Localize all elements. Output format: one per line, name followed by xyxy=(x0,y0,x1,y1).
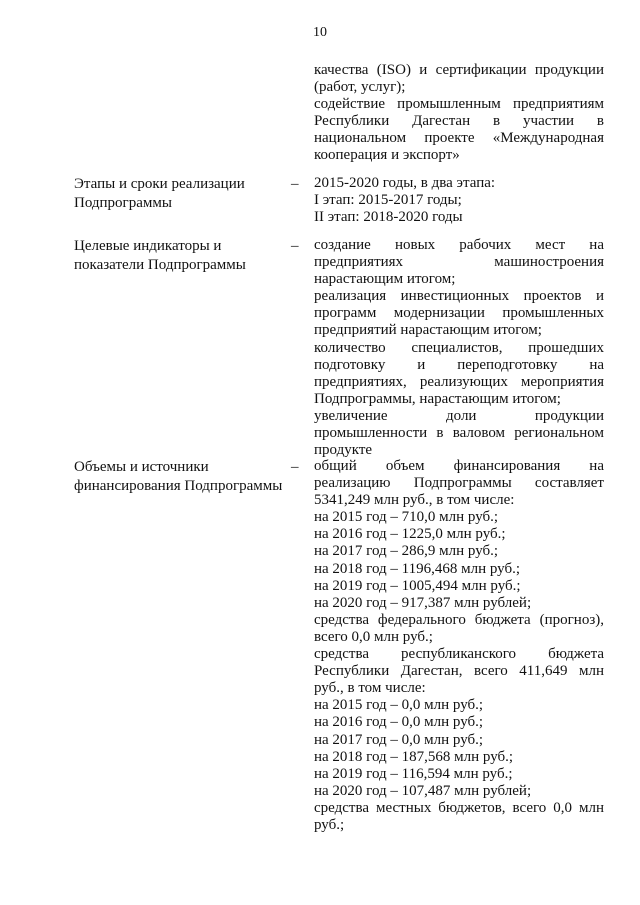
content-line: на 2016 год – 1225,0 млн руб.; xyxy=(314,526,506,543)
content-line: 2015-2020 годы, в два этапа: xyxy=(314,175,496,191)
content-line: на 2018 год – 187,568 млн руб.; xyxy=(314,748,514,765)
content-line: на 2016 год – 0,0 млн руб.; xyxy=(314,714,484,731)
content-line: на 2020 год – 917,387 млн рублей; xyxy=(314,594,532,611)
content-line: II этап: 2018-2020 годы xyxy=(314,209,463,226)
content-line: средства республиканского бюджета Республики Дагестан, всего 411,649 млн руб., в том числе: xyxy=(314,646,604,697)
content-line: средства местных бюджетов, всего 0,0 млн руб.; xyxy=(314,799,604,833)
content-line: на 2015 год – 710,0 млн руб.; xyxy=(314,509,499,526)
content-line: создание новых рабочих мест на предприятиях машиностроения нарастающим итогом; xyxy=(314,237,604,288)
content-line: на 2019 год – 116,594 млн руб.; xyxy=(314,765,513,782)
section-label: Этапы и сроки реализации Подпрограммы xyxy=(74,176,245,211)
section-content xyxy=(314,62,604,165)
content-line: на 2017 год – 286,9 млн руб.; xyxy=(314,543,499,560)
content-line: количество специалистов, прошедших подготовку и переподготовку на предприятиях, реализующих мероприятия Подпрограммы, нарастающим итогом; xyxy=(314,339,604,407)
content-line: на 2020 год – 107,487 млн рублей; xyxy=(314,782,532,799)
page-number: 10 xyxy=(313,25,327,40)
section-label: Объемы и источники финансирования Подпрограммы xyxy=(74,459,283,494)
content-line: качества (ISO) и сертификации продукции (работ, услуг); xyxy=(314,62,604,96)
section-label: Целевые индикаторы и показатели Подпрограммы xyxy=(74,238,246,273)
content-line: I этап: 2015-2017 годы; xyxy=(314,192,462,209)
content-line: на 2018 год – 1196,468 млн руб.; xyxy=(314,560,521,577)
content-line: на 2015 год – 0,0 млн руб.; xyxy=(314,697,484,714)
section-content xyxy=(314,458,604,834)
section-dash: – xyxy=(291,459,299,475)
content-line: реализация инвестиционных проектов и программ модернизации промышленных предприятий нарастающим итогом; xyxy=(314,288,604,339)
section-content xyxy=(314,175,604,226)
content-line: средства федерального бюджета (прогноз), всего 0,0 млн руб.; xyxy=(314,611,604,645)
content-line: на 2017 год – 0,0 млн руб.; xyxy=(314,731,484,748)
content-line: общий объем финансирования на реализацию Подпрограммы составляет 5341,249 млн руб., в том числе: xyxy=(314,458,604,509)
section-dash: – xyxy=(291,238,299,254)
content-line: содействие промышленным предприятиям Республики Дагестан в участии в национальном проекте «Международная кооперация и экспорт» xyxy=(314,96,604,164)
content-line: увеличение доли продукции промышленности в валовом региональном продукте xyxy=(314,407,604,459)
section-dash: – xyxy=(291,176,299,192)
content-line: на 2019 год – 1005,494 млн руб.; xyxy=(314,577,521,594)
section-content xyxy=(314,237,604,459)
